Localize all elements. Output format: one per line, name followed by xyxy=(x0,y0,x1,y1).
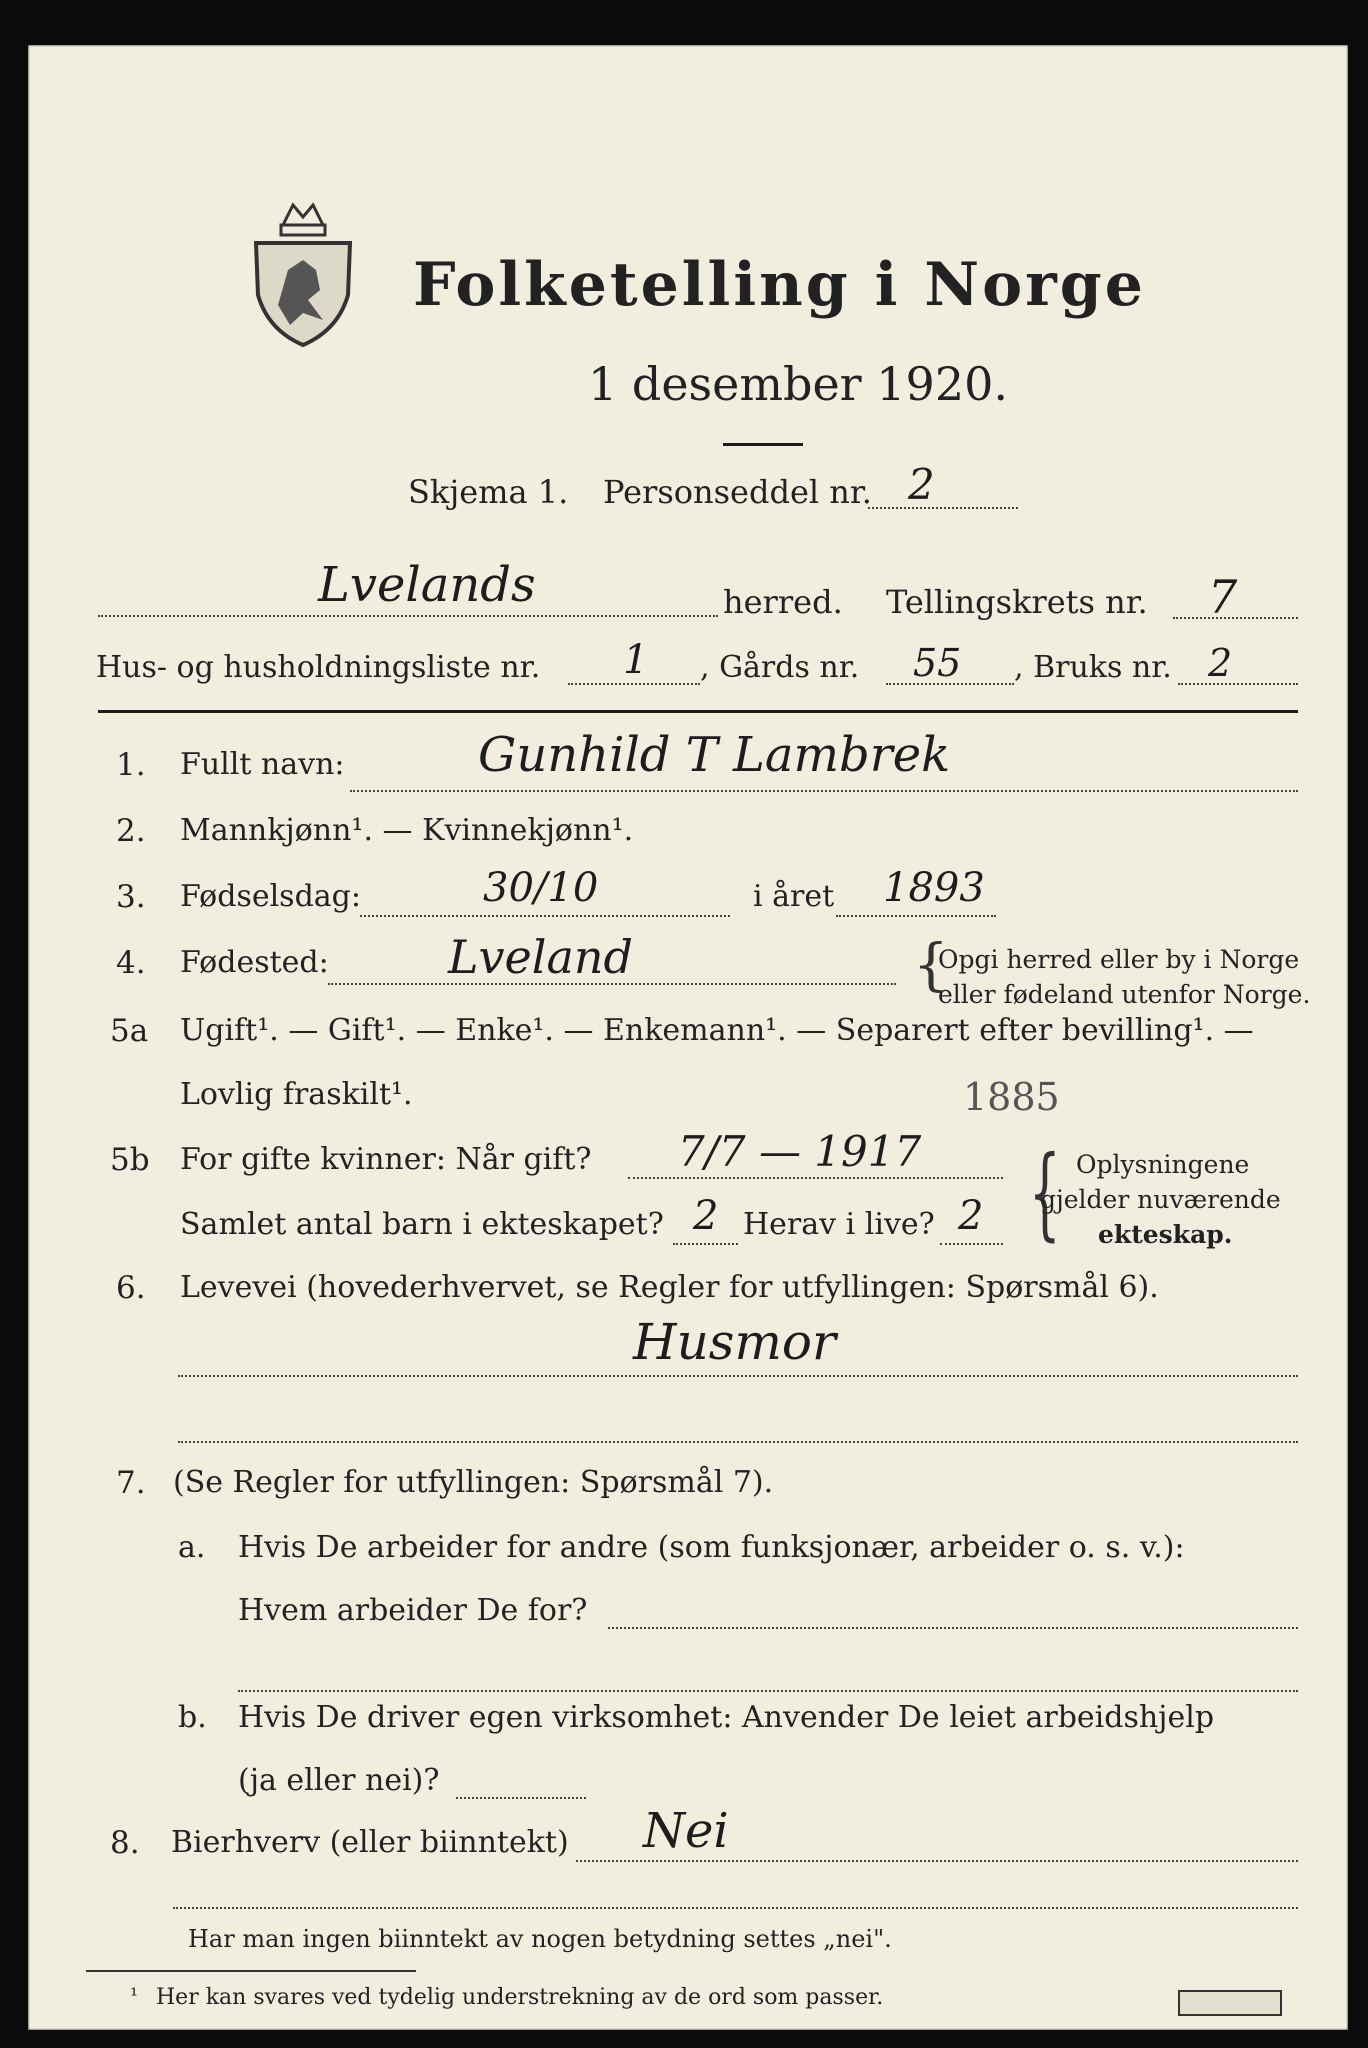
q7a-line1: Hvis De arbeider for andre (som funksjonær, arbeider o. s. v.): xyxy=(238,1530,1185,1565)
q8-number: 8. xyxy=(110,1825,140,1861)
q7-number: 7. xyxy=(116,1465,146,1501)
q5b-note-2: gjelder nuværende xyxy=(1040,1185,1281,1214)
q4-value[interactable]: Lveland xyxy=(448,930,633,984)
footnote-text: Her kan svares ved tydelig understrekning av de ord som passer. xyxy=(156,1985,884,2010)
tellingskrets-label: Tellingskrets nr. xyxy=(886,583,1148,621)
coat-of-arms-icon xyxy=(248,195,358,350)
q8-value[interactable]: Nei xyxy=(643,1803,729,1859)
q7a-line-1 xyxy=(608,1627,1298,1629)
q5b-note-3: ekteskap. xyxy=(1098,1220,1233,1249)
q3-line xyxy=(360,915,730,917)
bruks-label: , Bruks nr. xyxy=(1014,650,1172,685)
gards-label: , Gårds nr. xyxy=(700,650,860,685)
herred-label: herred. xyxy=(723,583,843,621)
q3-year-label: i året xyxy=(753,879,835,914)
q6-number: 6. xyxy=(116,1270,146,1306)
bruks-value[interactable]: 2 xyxy=(1208,641,1233,685)
form-title: Folketelling i Norge xyxy=(413,250,1146,320)
q8-line-2 xyxy=(173,1907,1298,1909)
q5b-children-line xyxy=(673,1243,738,1245)
q5b-children-value[interactable]: 2 xyxy=(693,1193,719,1239)
hus-value[interactable]: 1 xyxy=(623,637,649,683)
header-separator xyxy=(98,710,1298,713)
hus-label: Hus- og husholdningsliste nr. xyxy=(96,650,541,685)
q3-year-value[interactable]: 1893 xyxy=(883,865,985,911)
q7b-line2: (ja eller nei)? xyxy=(238,1763,440,1798)
q3-year-line xyxy=(836,915,996,917)
census-form-page xyxy=(28,45,1348,2030)
q5b-line xyxy=(628,1177,1003,1179)
hus-line xyxy=(568,683,700,685)
q5a-line2: Lovlig fraskilt¹. xyxy=(180,1077,413,1112)
footnote-divider xyxy=(86,1970,416,1972)
q5b-brace: { xyxy=(1028,1134,1061,1251)
q6-line-2 xyxy=(178,1441,1298,1443)
q7b-line xyxy=(456,1797,586,1799)
tellingskrets-value[interactable]: 7 xyxy=(1208,570,1238,624)
personseddel-value[interactable]: 2 xyxy=(908,460,935,509)
q4-number: 4. xyxy=(116,945,146,981)
q5b-value[interactable]: 7/7 — 1917 xyxy=(678,1127,922,1176)
q5b-note-1: Oplysningene xyxy=(1076,1150,1250,1179)
bruks-line xyxy=(1178,683,1298,685)
q5b-children-label: Samlet antal barn i ekteskapet? xyxy=(180,1207,664,1242)
q5b-number: 5b xyxy=(110,1142,150,1178)
q5b-alive-label: Herav i live? xyxy=(743,1207,935,1242)
q1-value[interactable]: Gunhild T Lambrek xyxy=(478,727,951,783)
q4-label: Fødested: xyxy=(180,945,329,980)
q1-line xyxy=(350,790,1298,792)
q5a-number: 5a xyxy=(110,1013,149,1049)
q7a-line-2 xyxy=(238,1690,1298,1692)
q4-note-2: eller fødeland utenfor Norge. xyxy=(938,980,1311,1009)
q7a-letter: a. xyxy=(178,1530,206,1565)
footnote-number: ¹ xyxy=(130,1983,139,2007)
q3-value[interactable]: 30/10 xyxy=(483,865,599,911)
q7-label: (Se Regler for utfyllingen: Spørsmål 7). xyxy=(173,1465,774,1500)
q6-label: Levevei (hovederhvervet, se Regler for utfyllingen: Spørsmål 6). xyxy=(180,1270,1159,1305)
q2-number: 2. xyxy=(116,813,146,849)
q5b-label: For gifte kvinner: Når gift? xyxy=(180,1142,592,1177)
q4-brace: { xyxy=(913,933,949,998)
title-divider xyxy=(723,443,803,446)
personseddel-label: Personseddel nr. xyxy=(603,473,872,511)
q3-number: 3. xyxy=(116,879,146,915)
q1-label: Fullt navn: xyxy=(180,747,345,782)
q5a-line1: Ugift¹. — Gift¹. — Enke¹. — Enkemann¹. — Separert efter bevilling¹. — xyxy=(180,1013,1254,1048)
form-date: 1 desember 1920. xyxy=(588,357,1008,411)
herred-value[interactable]: Lvelands xyxy=(318,557,536,613)
q5b-alive-value[interactable]: 2 xyxy=(958,1193,984,1239)
q3-label: Fødselsdag: xyxy=(180,879,361,914)
q7b-line1: Hvis De driver egen virksomhet: Anvender De leiet arbeidshjelp xyxy=(238,1700,1215,1735)
q1-number: 1. xyxy=(116,747,146,783)
printer-stamp xyxy=(1178,1990,1282,2016)
q4-note-1: Opgi herred eller by i Norge xyxy=(938,945,1300,974)
q8-label: Bierhverv (eller biinntekt) xyxy=(171,1825,569,1860)
skjema-label: Skjema 1. xyxy=(408,473,569,511)
gards-value[interactable]: 55 xyxy=(913,641,962,685)
personseddel-line xyxy=(868,507,1018,509)
q6-value[interactable]: Husmor xyxy=(633,1313,836,1371)
q8-line-1 xyxy=(576,1860,1298,1862)
q7a-line2: Hvem arbeider De for? xyxy=(238,1593,588,1628)
q5b-alive-line xyxy=(940,1243,1003,1245)
q2-label: Mannkjønn¹. — Kvinnekjønn¹. xyxy=(180,813,634,848)
q7b-letter: b. xyxy=(178,1700,207,1735)
herred-line xyxy=(98,615,718,617)
q5a-extra-note[interactable]: 1885 xyxy=(963,1075,1060,1119)
q6-line-1 xyxy=(178,1375,1298,1377)
footer-note: Har man ingen biinntekt av nogen betydning settes „nei". xyxy=(188,1925,892,1953)
